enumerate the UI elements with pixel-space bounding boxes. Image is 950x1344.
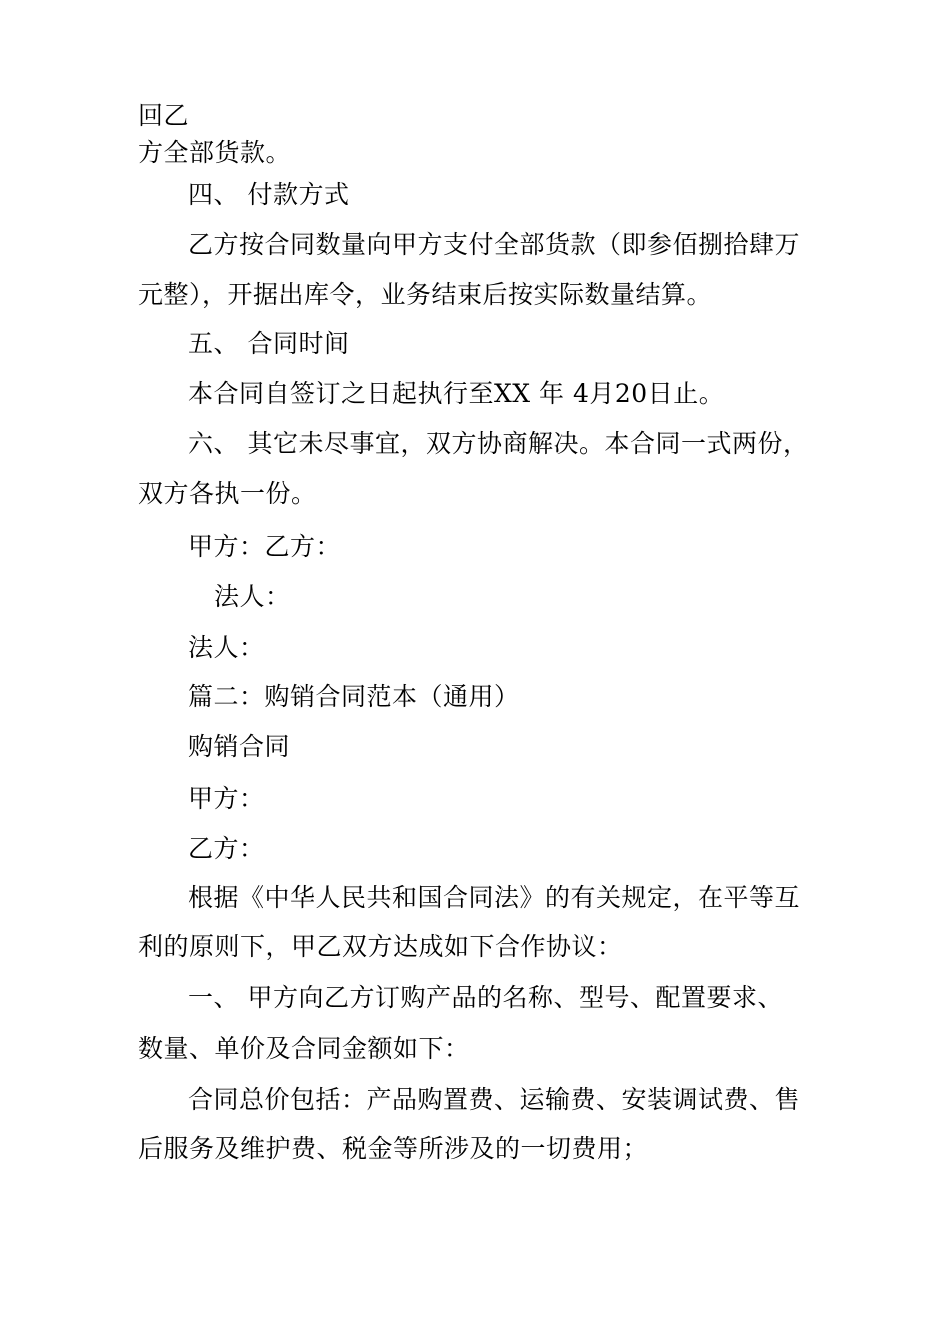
text-line: 根据《中华人民共和国合同法》的有关规定，在平等互 (188, 883, 801, 912)
text-line: 数量、单价及合同金额如下： (138, 1034, 470, 1063)
section-heading-payment: 四、 付款方式 (188, 180, 350, 209)
text-line: 六、 其它未尽事宜，双方协商解决。本合同一式两份， (188, 429, 809, 458)
text-line: 双方各执一份。 (138, 479, 317, 508)
party-b-label: 乙方： (188, 834, 265, 863)
signature-parties: 甲方：乙方： (188, 532, 342, 561)
text-line: 乙方按合同数量向甲方支付全部货款（即参佰捌拾肆万 (188, 230, 801, 259)
section-heading-contract-time: 五、 合同时间 (188, 329, 350, 358)
text-line: 利的原则下，甲乙双方达成如下合作协议： (138, 932, 623, 961)
text-line: 本合同自签订之日起执行至XX 年 4月20日止。 (188, 379, 725, 408)
text-line: 方全部货款。 (138, 138, 292, 167)
clause-one: 一、 甲方向乙方订购产品的名称、型号、配置要求、 (188, 983, 783, 1012)
section-title-part-two: 篇二：购销合同范本（通用） (188, 682, 520, 711)
text-line: 回乙 (138, 101, 190, 130)
legal-person-label: 法人： (188, 633, 265, 662)
legal-person-label: 法人： (214, 582, 291, 611)
text-line: 合同总价包括：产品购置费、运输费、安装调试费、售 (188, 1085, 801, 1114)
text-line: 后服务及维护费、税金等所涉及的一切费用； (138, 1134, 649, 1163)
document-title: 购销合同 (188, 732, 291, 761)
party-a-label: 甲方： (188, 784, 265, 813)
text-line: 元整），开据出库令，业务结束后按实际数量结算。 (138, 280, 713, 309)
